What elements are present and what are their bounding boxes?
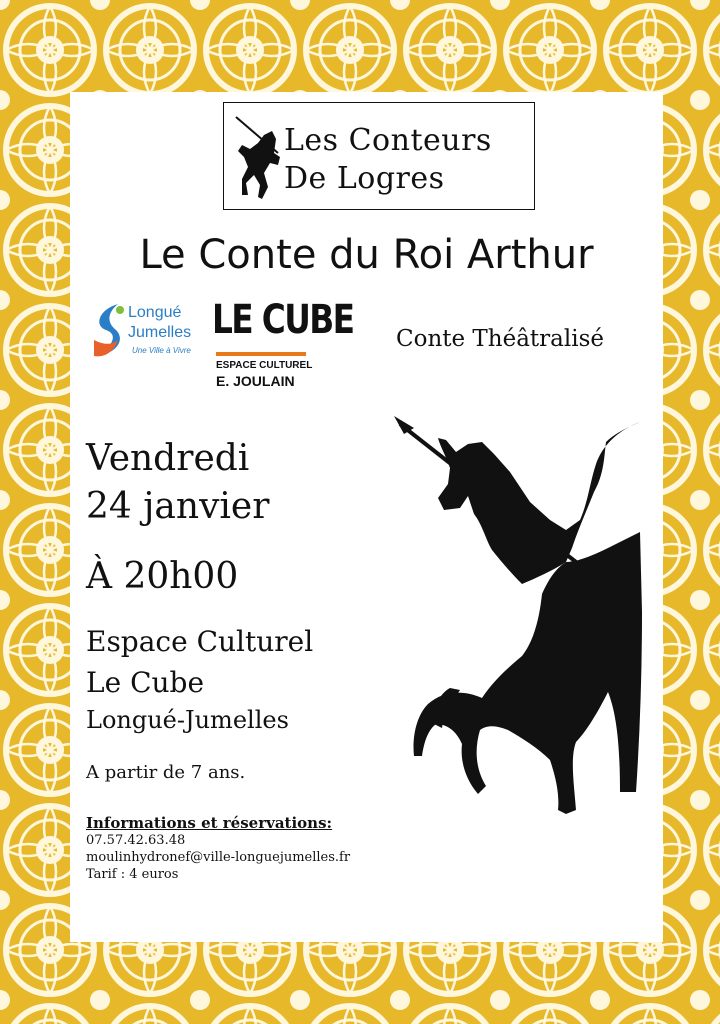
content-panel: [70, 92, 663, 942]
event-title: Le Conte du Roi Arthur: [139, 232, 594, 278]
event-date: 24 janvier: [86, 486, 270, 527]
info-phone: 07.57.42.63.48: [86, 833, 186, 848]
longue-jumelles-name1: Longué: [128, 304, 182, 321]
le-cube-name: LE CUBE: [212, 297, 354, 343]
venue-building: Le Cube: [86, 666, 205, 699]
organizer-name-line1: Les Conteurs: [284, 123, 492, 158]
age-requirement: A partir de 7 ans.: [86, 762, 246, 783]
le-cube-subtitle2: E. JOULAIN: [216, 373, 295, 389]
longue-jumelles-logo: [88, 300, 203, 362]
info-block: [86, 814, 350, 883]
info-email: moulinhydronef@ville-longuejumelles.fr: [86, 850, 351, 865]
longue-jumelles-name2: Jumelles: [128, 324, 192, 341]
event-genre: Conte Théâtralisé: [396, 326, 604, 352]
le-cube-logo: [212, 297, 354, 392]
le-cube-subtitle: ESPACE CULTUREL: [216, 360, 313, 371]
info-price: Tarif : 4 euros: [86, 867, 179, 882]
organizer-logo: [223, 102, 535, 210]
info-heading: Informations et réservations:: [86, 814, 333, 832]
event-time: À 20h00: [86, 556, 239, 597]
organizer-name-line2: De Logres: [284, 161, 445, 196]
venue-name: Espace Culturel: [86, 625, 314, 658]
knight-silhouette-icon: [390, 412, 650, 832]
venue-town: Longué-Jumelles: [86, 706, 289, 734]
longue-jumelles-tagline: Une Ville à Vivre: [132, 346, 191, 355]
event-day: Vendredi: [86, 438, 250, 479]
le-cube-accent-bar: [216, 352, 306, 356]
swoosh-icon: [88, 300, 128, 360]
